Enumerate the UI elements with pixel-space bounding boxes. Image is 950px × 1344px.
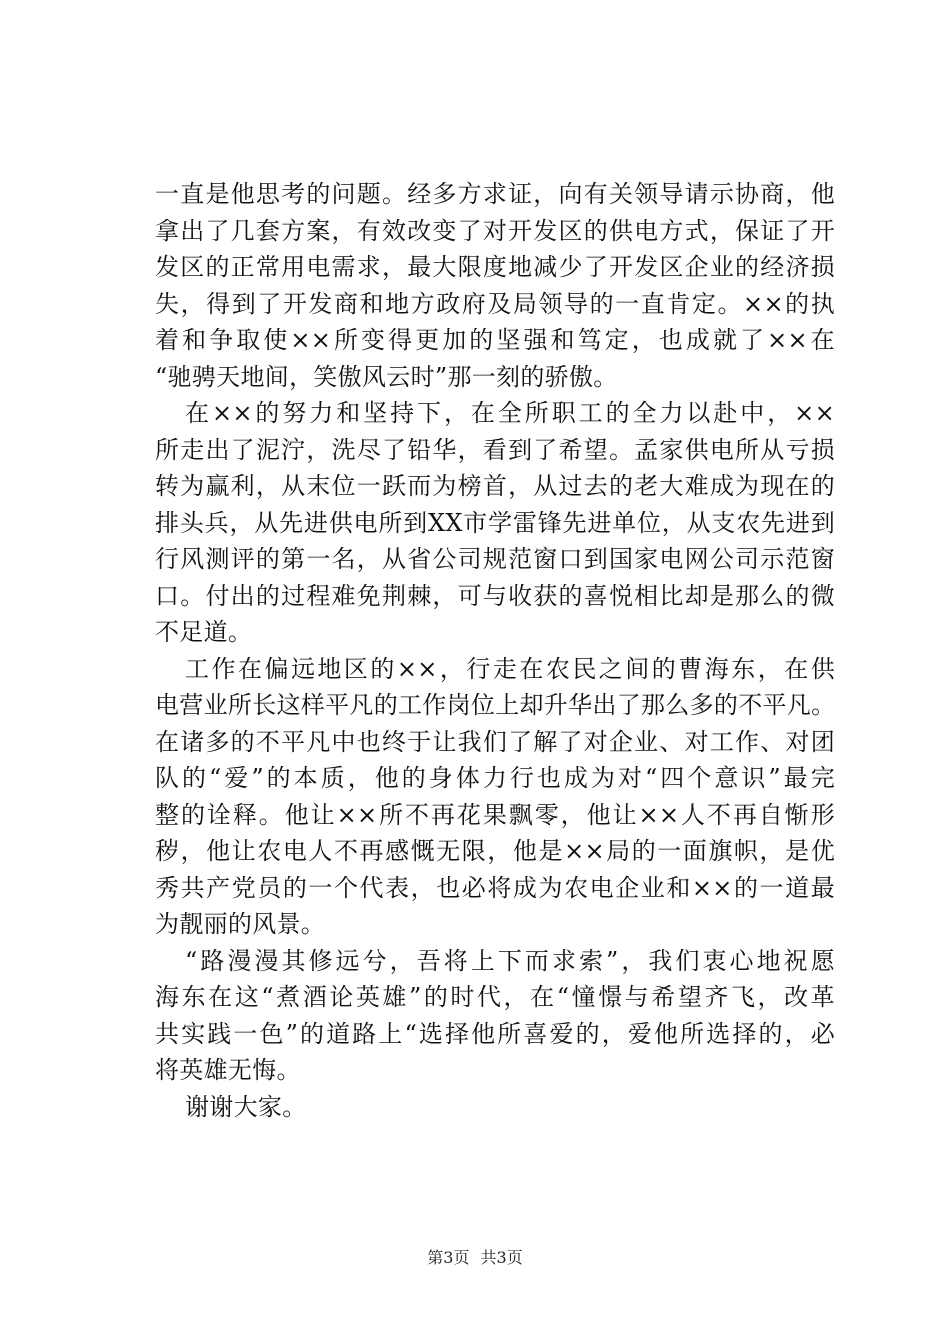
text-line: 行风测评的第一名，从省公司规范窗口到国家电网公司示范窗 xyxy=(155,545,835,573)
paragraph xyxy=(155,1089,835,1126)
text-line: 秽，他让农电人不再感慨无限，他是××局的一面旗帜，是优 xyxy=(155,837,835,865)
text-line: 在诸多的不平凡中也终于让我们了解了对企业、对工作、对团 xyxy=(155,727,835,756)
text-line: 口。付出的过程难免荆棘，可与收获的喜悦相比却是那么的微 xyxy=(155,581,835,610)
text-line: 谢谢大家。 xyxy=(185,1092,307,1121)
text-line: 秀共产党员的一个代表，也必将成为农电企业和××的一道最 xyxy=(155,873,835,902)
text-line: 拿出了几套方案，有效改变了对开发区的供电方式，保证了开 xyxy=(155,216,835,245)
text-line: 电营业所长这样平凡的工作岗位上却升华出了那么多的不平凡。 xyxy=(155,691,836,719)
text-line: 将英雄无悔。 xyxy=(155,1056,301,1084)
text-line: 不足道。 xyxy=(155,618,253,646)
text-line: 海东在这“煮酒论英雄”的时代，在“憧憬与希望齐飞，改革 xyxy=(155,983,835,1011)
text-line: 为靓丽的风景。 xyxy=(155,910,326,938)
text-line: 发区的正常用电需求，最大限度地减少了开发区企业的经济损 xyxy=(155,253,835,281)
paragraph xyxy=(155,651,835,943)
text-line: 共实践一色”的道路上“选择他所喜爱的，爱他所选择的，必 xyxy=(155,1019,835,1048)
text-line: 整的诠释。他让××所不再花果飘零，他让××人不再自惭形 xyxy=(155,800,835,829)
text-line: 排头兵，从先进供电所到XX市学雷锋先进单位，从支农先进到 xyxy=(155,508,835,537)
paragraph xyxy=(155,943,835,1089)
text-line: 着和争取使××所变得更加的坚强和笃定，也成就了××在 xyxy=(155,326,835,354)
paragraph xyxy=(155,176,835,395)
page-number: 第3页 xyxy=(427,1248,470,1267)
text-line: 失，得到了开发商和地方政府及局领导的一直肯定。××的执 xyxy=(155,289,835,318)
paragraph xyxy=(155,395,835,651)
text-line: “路漫漫其修远兮，吾将上下而求索”，我们衷心地祝愿 xyxy=(185,946,835,975)
page-total: 共3页 xyxy=(480,1248,523,1267)
page-footer xyxy=(0,1245,950,1268)
text-line: 工作在偏远地区的××，行走在农民之间的曹海东，在供 xyxy=(185,654,835,683)
document-body xyxy=(155,176,835,1125)
text-line: 所走出了泥泞，洗尽了铅华，看到了希望。孟家供电所从亏损 xyxy=(155,435,835,464)
text-line: 在××的努力和坚持下，在全所职工的全力以赴中，×× xyxy=(185,399,835,427)
text-line: “驰骋天地间，笑傲风云时”那一刻的骄傲。 xyxy=(155,362,618,391)
text-line: 转为赢利，从末位一跃而为榜首，从过去的老大难成为现在的 xyxy=(155,472,835,500)
text-line: 队的“爱”的本质，他的身体力行也成为对“四个意识”最完 xyxy=(155,764,835,792)
text-line: 一直是他思考的问题。经多方求证，向有关领导请示协商，他 xyxy=(155,180,835,208)
